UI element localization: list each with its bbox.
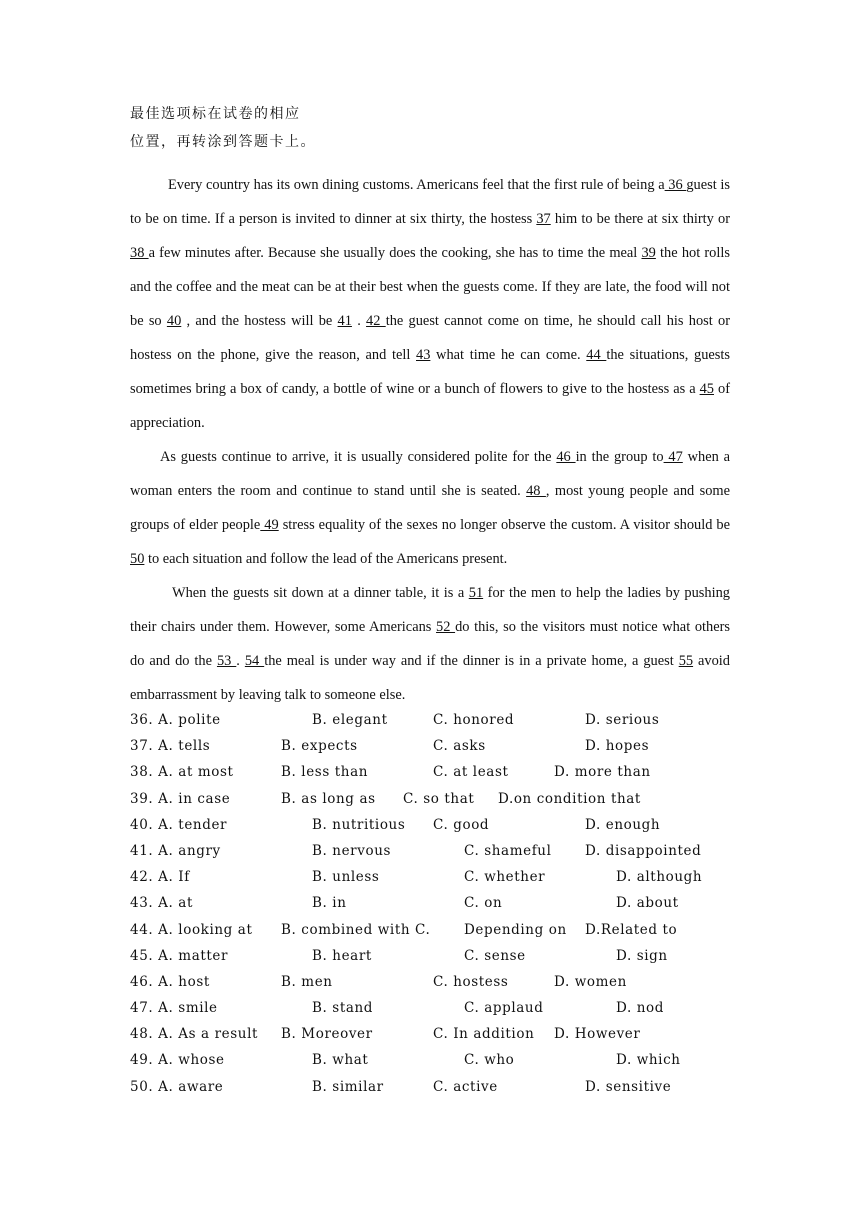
instructions — [130, 100, 730, 156]
blank-53: 53 — [216, 653, 237, 669]
text: the meal is under way and if the dinner is in a private home, a guest — [264, 653, 679, 669]
option-b: B. combined with C. — [281, 921, 431, 938]
option-c: C. so that — [403, 790, 475, 807]
text: the guest cannot come on time, he should call his host or hostess on the phone, give the reason, and tell — [130, 313, 731, 363]
option-c: C. sense — [464, 947, 526, 964]
option-a: 44. A. looking at — [130, 921, 253, 938]
option-a: 47. A. smile — [130, 1000, 218, 1017]
option-c: C. whether — [464, 869, 546, 886]
option-b: B. nervous — [312, 842, 392, 859]
option-c: C. good — [433, 816, 490, 833]
option-a: 36. A. polite — [130, 712, 221, 728]
option-row-42 — [130, 869, 730, 895]
option-c: C. applaud — [464, 1000, 544, 1017]
options-list — [130, 712, 730, 1105]
option-c: C. who — [464, 1052, 515, 1069]
text: avoid embarrassment by leaving talk to someone else. — [130, 653, 731, 703]
option-a: 49. A. whose — [130, 1052, 225, 1069]
option-row-40 — [130, 817, 730, 843]
option-b: B. similar — [312, 1078, 384, 1095]
paragraph-3 — [130, 576, 730, 712]
option-d: D. serious — [585, 712, 660, 728]
option-row-39 — [130, 791, 730, 817]
option-a: 45. A. matter — [130, 947, 229, 964]
text: stress equality of the sexes no longer observe the custom. A visitor should be — [278, 517, 731, 533]
blank-37: 37 — [536, 211, 551, 227]
option-b: B. nutritious — [312, 816, 406, 833]
blank-46: 46 — [556, 449, 576, 465]
text: in the group to — [575, 449, 664, 465]
option-b: B. heart — [312, 947, 372, 964]
text: As guests continue to arrive, it is usually considered polite for the — [160, 449, 557, 465]
option-b: B. what — [312, 1052, 369, 1069]
option-a: 48. A. As a result — [130, 1026, 259, 1043]
option-b: B. expects — [281, 738, 358, 755]
text: when a woman enters the room and continue to stand until she is seated. — [130, 449, 730, 499]
option-c: C. In addition — [433, 1026, 535, 1043]
option-d: D. hopes — [585, 738, 650, 755]
option-d: D. nod — [616, 1000, 664, 1017]
blank-55: 55 — [678, 653, 694, 669]
option-c: C. honored — [433, 712, 515, 728]
option-row-46 — [130, 974, 730, 1000]
option-a: 46. A. host — [130, 973, 210, 990]
option-b: B. elegant — [312, 712, 388, 728]
option-a: 38. A. at most — [130, 764, 234, 781]
option-a: 43. A. at — [130, 895, 193, 912]
option-d: D. which — [616, 1052, 681, 1069]
blank-41: 41 — [337, 313, 352, 329]
paragraph-1 — [130, 168, 730, 440]
blank-36: 36 — [664, 177, 687, 193]
option-row-45 — [130, 948, 730, 974]
option-c: C. at least — [433, 764, 509, 781]
instruction-line: 最佳选项标在试卷的相应 — [130, 106, 301, 122]
exam-page — [130, 100, 730, 1105]
text: the hot rolls and the coffee and the meat can be at their best when the guests come. If they are late, the food will not be so — [130, 245, 730, 329]
text: When the guests sit down at a dinner table, it is a — [172, 585, 469, 601]
option-d: D.Related to — [585, 921, 678, 938]
text: . — [236, 653, 245, 669]
blank-42: 42 — [366, 313, 386, 329]
option-c: C. on — [464, 895, 503, 912]
instruction-line: 位置，再转涂到答题卡上。 — [130, 134, 316, 150]
blank-39: 39 — [641, 245, 656, 261]
text: Every country has its own dining customs. Americans feel that the first rule of being a — [168, 177, 665, 193]
option-d: D. although — [616, 869, 703, 886]
option-row-44 — [130, 922, 730, 948]
option-a: 40. A. tender — [130, 816, 228, 833]
blank-50: 50 — [130, 551, 145, 567]
blank-54: 54 — [244, 653, 265, 669]
option-b: B. as long as — [281, 790, 376, 807]
blank-40: 40 — [166, 313, 182, 329]
option-c: C. active — [433, 1078, 498, 1095]
blank-44: 44 — [586, 347, 607, 363]
option-row-50 — [130, 1079, 730, 1105]
cloze-passage — [130, 168, 730, 712]
text: what time he can come. — [430, 347, 587, 363]
blank-52: 52 — [436, 619, 456, 635]
blank-51: 51 — [468, 585, 484, 601]
text: , most young people and some groups of elder people — [130, 483, 730, 533]
option-b: B. men — [281, 973, 333, 990]
option-row-49 — [130, 1052, 730, 1078]
option-d: D. sign — [616, 947, 668, 964]
option-d: D. disappointed — [585, 842, 702, 859]
option-a: 41. A. angry — [130, 842, 221, 859]
option-a: 42. A. If — [130, 869, 190, 886]
blank-48: 48 — [526, 483, 546, 499]
option-b: B. stand — [312, 1000, 374, 1017]
option-d: D. about — [616, 895, 679, 912]
option-d: D. more than — [554, 764, 651, 781]
option-b: B. in — [312, 895, 347, 912]
text: him to be there at six thirty or — [550, 211, 730, 227]
option-row-36 — [130, 712, 730, 738]
option-row-37 — [130, 738, 730, 764]
text: to each situation and follow the lead of the Americans present. — [144, 551, 508, 567]
option-d: D. women — [554, 973, 627, 990]
text: do this, so the visitors must notice what others do and do the — [130, 619, 730, 669]
option-row-41 — [130, 843, 730, 869]
option-d: D.on condition that — [498, 790, 641, 807]
option-d: D. However — [554, 1026, 641, 1043]
paragraph-2 — [130, 440, 730, 576]
option-c: Depending on — [464, 921, 567, 938]
option-c: C. shameful — [464, 842, 552, 859]
option-b: B. less than — [281, 764, 369, 781]
text: a few minutes after. Because she usually does the cooking, she has to time the meal — [148, 245, 642, 261]
option-d: D. enough — [585, 816, 661, 833]
option-a: 37. A. tells — [130, 738, 211, 755]
text: of appreciation. — [130, 381, 730, 431]
option-a: 50. A. aware — [130, 1078, 224, 1095]
blank-38: 38 — [130, 245, 149, 261]
option-row-43 — [130, 895, 730, 921]
text: . — [351, 313, 367, 329]
option-b: B. Moreover — [281, 1026, 373, 1043]
option-row-48 — [130, 1026, 730, 1052]
option-c: C. asks — [433, 738, 486, 755]
option-c: C. hostess — [433, 973, 509, 990]
text: the situations, guests sometimes bring a box of candy, a bottle of wine or a bunch of flowers to give to the hostess as a — [130, 347, 730, 397]
blank-45: 45 — [699, 381, 714, 397]
text: , and the hostess will be — [181, 313, 338, 329]
text: for the men to help the ladies by pushing their chairs under them. However, some Americans — [130, 585, 730, 635]
text: guest is to be on time. If a person is invited to dinner at six thirty, the hostess — [130, 177, 731, 227]
option-row-38 — [130, 764, 730, 790]
option-a: 39. A. in case — [130, 790, 231, 807]
option-b: B. unless — [312, 869, 380, 886]
blank-49: 49 — [260, 517, 279, 533]
blank-47: 47 — [663, 449, 683, 465]
option-d: D. sensitive — [585, 1078, 672, 1095]
option-row-47 — [130, 1000, 730, 1026]
blank-43: 43 — [416, 347, 431, 363]
